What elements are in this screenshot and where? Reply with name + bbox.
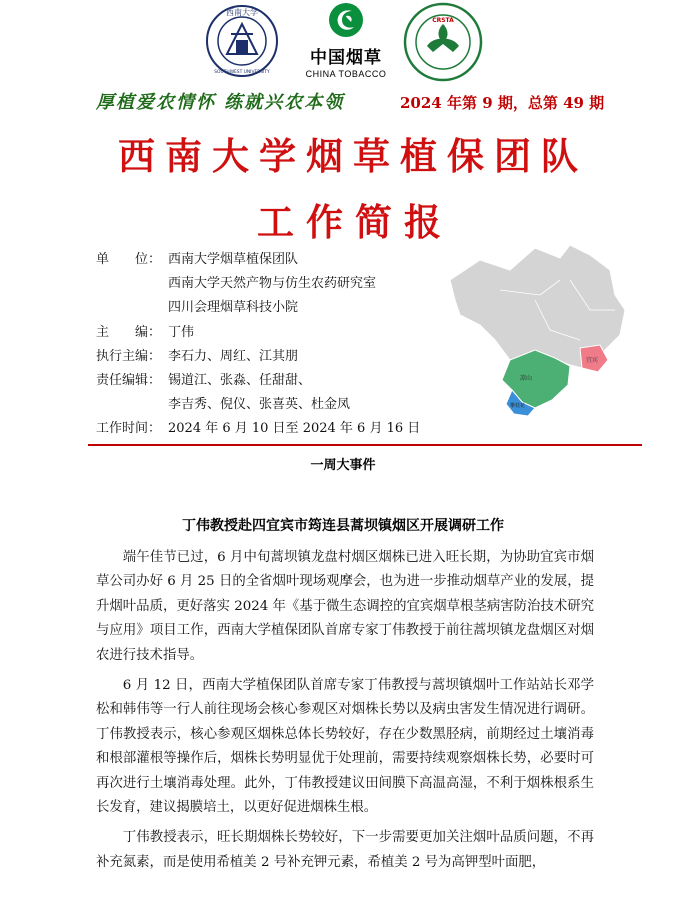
svg-text:西南大学: 西南大学 [226, 8, 258, 17]
exec-editor-label: 执行主编： [96, 348, 162, 364]
unit-2: 西南大学天然产物与仿生农药研究室 [168, 276, 377, 292]
bulletin-title-line2: 工作简报 [257, 201, 453, 244]
svg-text:CRSTA: CRSTA [432, 17, 454, 24]
editor-name: 丁伟 [168, 324, 195, 340]
issue-number: 2024 年第 9 期，总第 49 期 [400, 94, 605, 112]
resp-editors-2: 李吉秀、倪仪、张喜英、杜金凤 [168, 397, 351, 413]
resp-editor-label: 责任编辑： [96, 373, 162, 389]
svg-text:SOUTHWEST UNIVERSITY: SOUTHWEST UNIVERSITY [214, 70, 270, 75]
sichuan-region-map [440, 240, 640, 420]
masthead-info [96, 248, 420, 442]
resp-editors-1: 锡道江、张淼、任甜甜、 [168, 373, 312, 389]
work-time-label: 工作时间： [96, 421, 162, 437]
section-title: 一周大事件 [310, 458, 376, 473]
article-title: 丁伟教授赴四宜宾市筠连县蒿坝镇烟区开展调研工作 [182, 518, 504, 534]
china-tobacco-cn: 中国烟草 [310, 48, 382, 68]
unit-1: 西南大学烟草植保团队 [168, 252, 299, 267]
paragraph: 丁伟教授表示，旺长期烟株长势较好，下一步需要更加关注烟叶品质问题，不再补充氮素，而是使用希植美 2 号补充钾元素，希植美 2 号为高钾型叶面肥， [96, 830, 594, 870]
map-label-yibin: 宜宾 [586, 357, 599, 364]
southwest-university-logo [205, 4, 279, 78]
editor-label: 主 编： [96, 324, 162, 340]
logo-bar [0, 0, 686, 80]
work-time: 2024 年 6 月 10 日至 2024 年 6 月 16 日 [168, 421, 421, 437]
crsta-logo [403, 2, 483, 82]
china-tobacco-logo [300, 2, 392, 82]
exec-editors: 李石力、周红、江其朋 [168, 348, 299, 364]
unit-label: 单 位： [96, 252, 162, 267]
unit-3: 四川会理烟草科技小院 [168, 300, 299, 316]
map-label-liangshan: 凉山 [520, 375, 533, 382]
paragraph: 端午佳节已过，6 月中旬蒿坝镇龙盘村烟区烟株已进入旺长期，为协助宜宾市烟草公司办好 6 月 25 日的全省烟叶现场观摩会，也为进一步推动烟草产业的发展，提升烟叶品质，更好落实 2024 年《基于微生态调控的宜宾烟草根茎病害防治技术研究与应用》项目工作，西南大学植保团队首席专家丁伟教授于前往蒿坝镇龙盘烟区对烟农进行技术指导。 [96, 550, 594, 663]
red-divider [88, 444, 642, 446]
china-tobacco-emblem-icon [328, 2, 364, 38]
paragraph: 6 月 12 日，西南大学植保团队首席专家丁伟教授与蒿坝镇烟叶工作站站长邓学松和韩伟等一行人前往现场会核心参观区对烟株长势以及病虫害发生情况进行调研。丁伟教授表示，核心参观区烟株总体长势较好，存在少数黑胫病，前期经过土壤消毒和根部灌根等操作后，烟株长势明显优于处理前，需要持续观察烟株长势，必要时可再次进行土壤消毒处理。此外，丁伟教授建议田间膜下高温高湿，不利于烟株根系生长发育，建议揭膜培土，以更好促进烟株生根。 [96, 678, 594, 816]
slogan: 厚植爱农情怀 练就兴农本领 [96, 92, 345, 113]
article-body [96, 546, 594, 881]
china-tobacco-en: CHINA TOBACCO [305, 69, 387, 79]
bulletin-title-line1: 西南大学烟草植保团队 [118, 135, 588, 178]
map-label-panzhihua: 攀枝花 [510, 403, 526, 409]
